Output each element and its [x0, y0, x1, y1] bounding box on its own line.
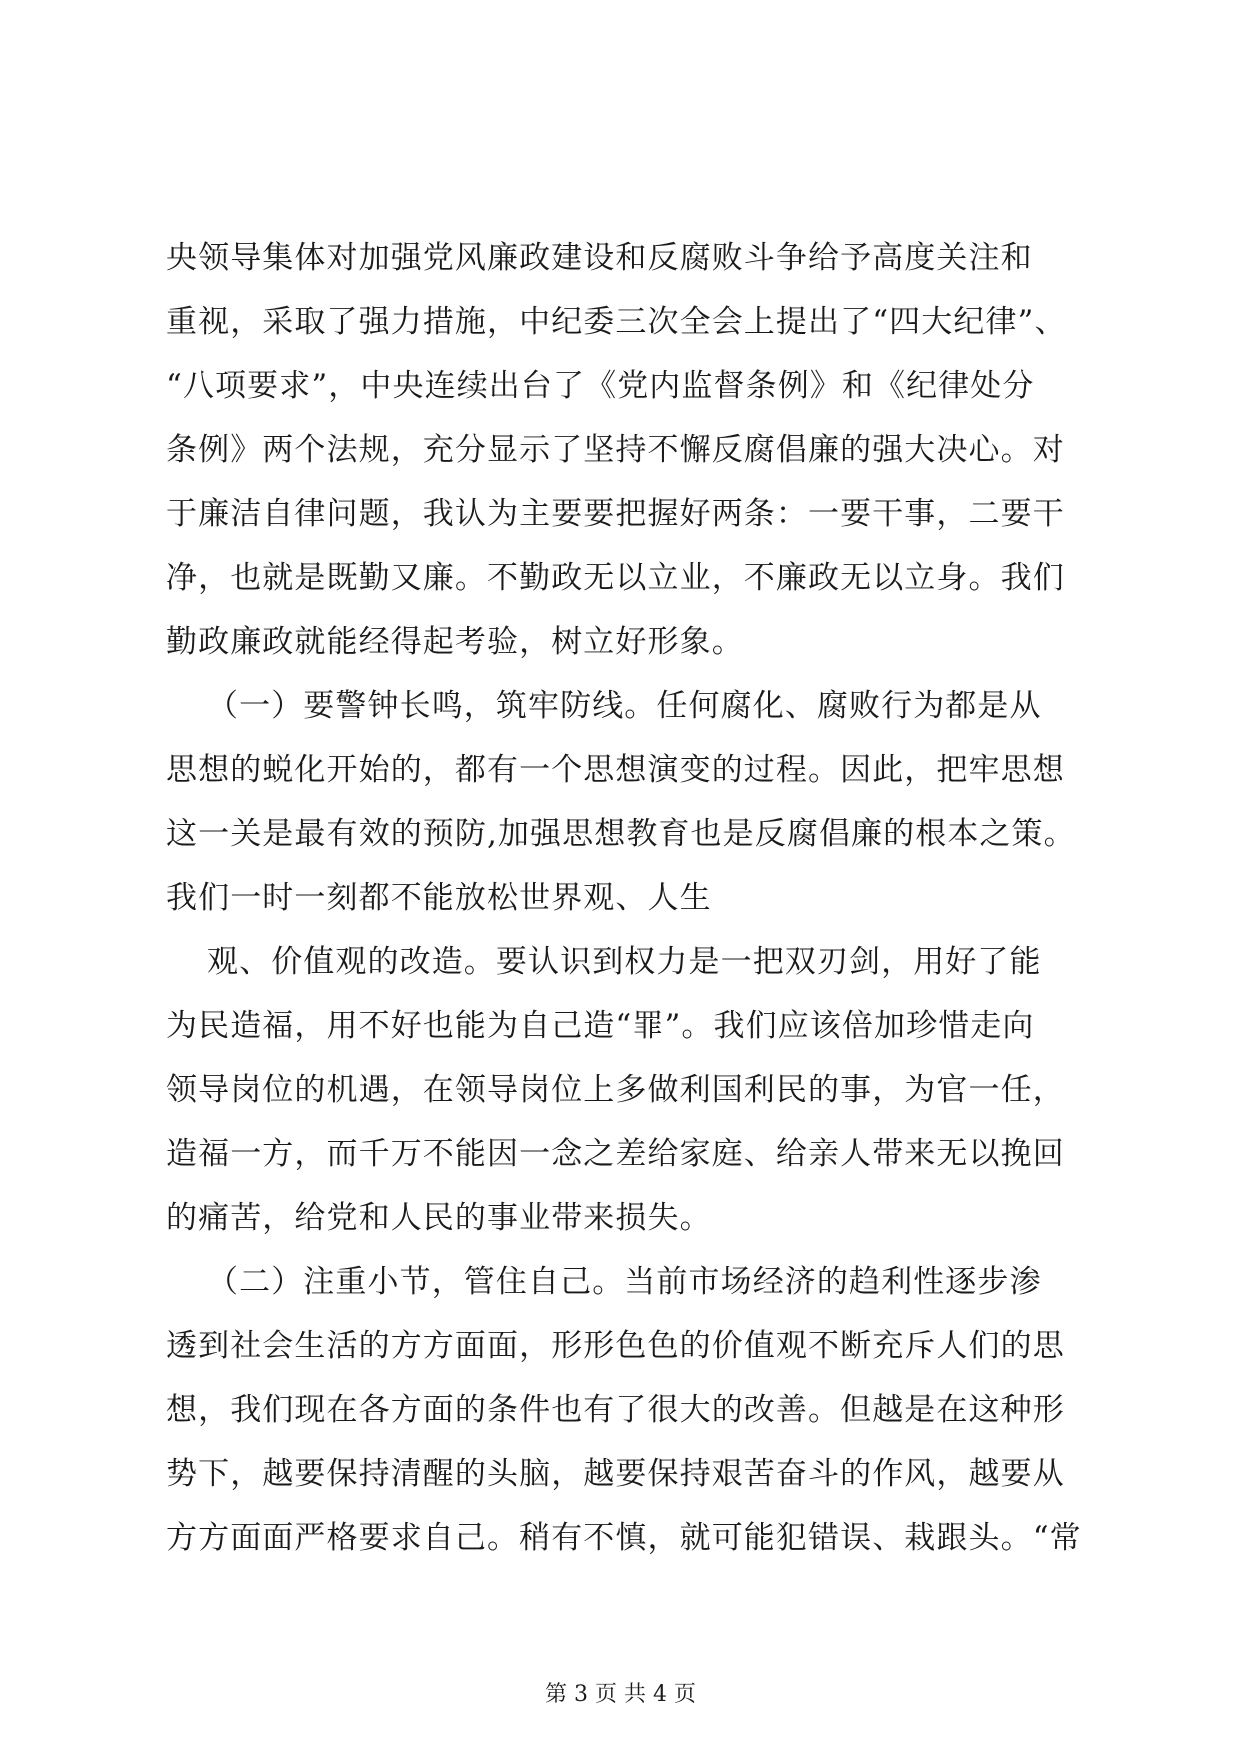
text-line: 为民造福，用不好也能为自己造“罪”。我们应该倍加珍惜走向: [166, 1008, 1035, 1044]
text-line: 于廉洁自律问题，我认为主要要把握好两条：一要干事，二要干: [166, 496, 1065, 532]
paragraph-heading-line: （二）注重小节，管住自己。当前市场经济的趋利性逐步渗: [207, 1264, 1042, 1300]
text-line: 势下，越要保持清醒的头脑，越要保持艰苦奋斗的作风，越要从: [166, 1456, 1065, 1492]
text-line: 条例》两个法规，充分显示了坚持不懈反腐倡廉的强大决心。对: [166, 432, 1065, 468]
page-number-footer: 第 3 页 共 4 页: [545, 1682, 696, 1707]
paragraph-heading-line: （一）要警钟长鸣，筑牢防线。任何腐化、腐败行为都是从: [207, 688, 1042, 724]
text-line: 重视，采取了强力措施，中纪委三次全会上提出了“四大纪律”、: [166, 304, 1067, 340]
text-line: 透到社会生活的方方面面，形形色色的价值观不断充斥人们的思: [166, 1328, 1065, 1364]
text-line: 思想的蜕化开始的，都有一个思想演变的过程。因此，把牢思想: [166, 752, 1065, 788]
text-line: “八项要求”，中央连续出台了《党内监督条例》和《纪律处分: [166, 368, 1035, 404]
text-line: 领导岗位的机遇，在领导岗位上多做利国利民的事，为官一任，: [166, 1072, 1065, 1108]
text-line: 我们一时一刻都不能放松世界观、人生: [166, 880, 712, 916]
text-line: 央领导集体对加强党风廉政建设和反腐败斗争给予高度关注和: [166, 240, 1033, 276]
text-line: 想，我们现在各方面的条件也有了很大的改善。但越是在这种形: [166, 1392, 1065, 1428]
text-line: 方方面面严格要求自己。稍有不慎，就可能犯错误、栽跟头。“常: [166, 1520, 1082, 1556]
text-line: 净，也就是既勤又廉。不勤政无以立业，不廉政无以立身。我们: [166, 560, 1065, 596]
text-line: 勤政廉政就能经得起考验，树立好形象。: [166, 624, 744, 660]
text-line: 这一关是最有效的预防,加强思想教育也是反腐倡廉的根本之策。: [166, 816, 1076, 852]
paragraph-start-line: 观、价值观的改造。要认识到权力是一把双刃剑，用好了能: [207, 944, 1042, 980]
text-line: 造福一方，而千万不能因一念之差给家庭、给亲人带来无以挽回: [166, 1136, 1065, 1172]
document-body: [166, 226, 1082, 1570]
text-line: 的痛苦，给党和人民的事业带来损失。: [166, 1200, 712, 1236]
